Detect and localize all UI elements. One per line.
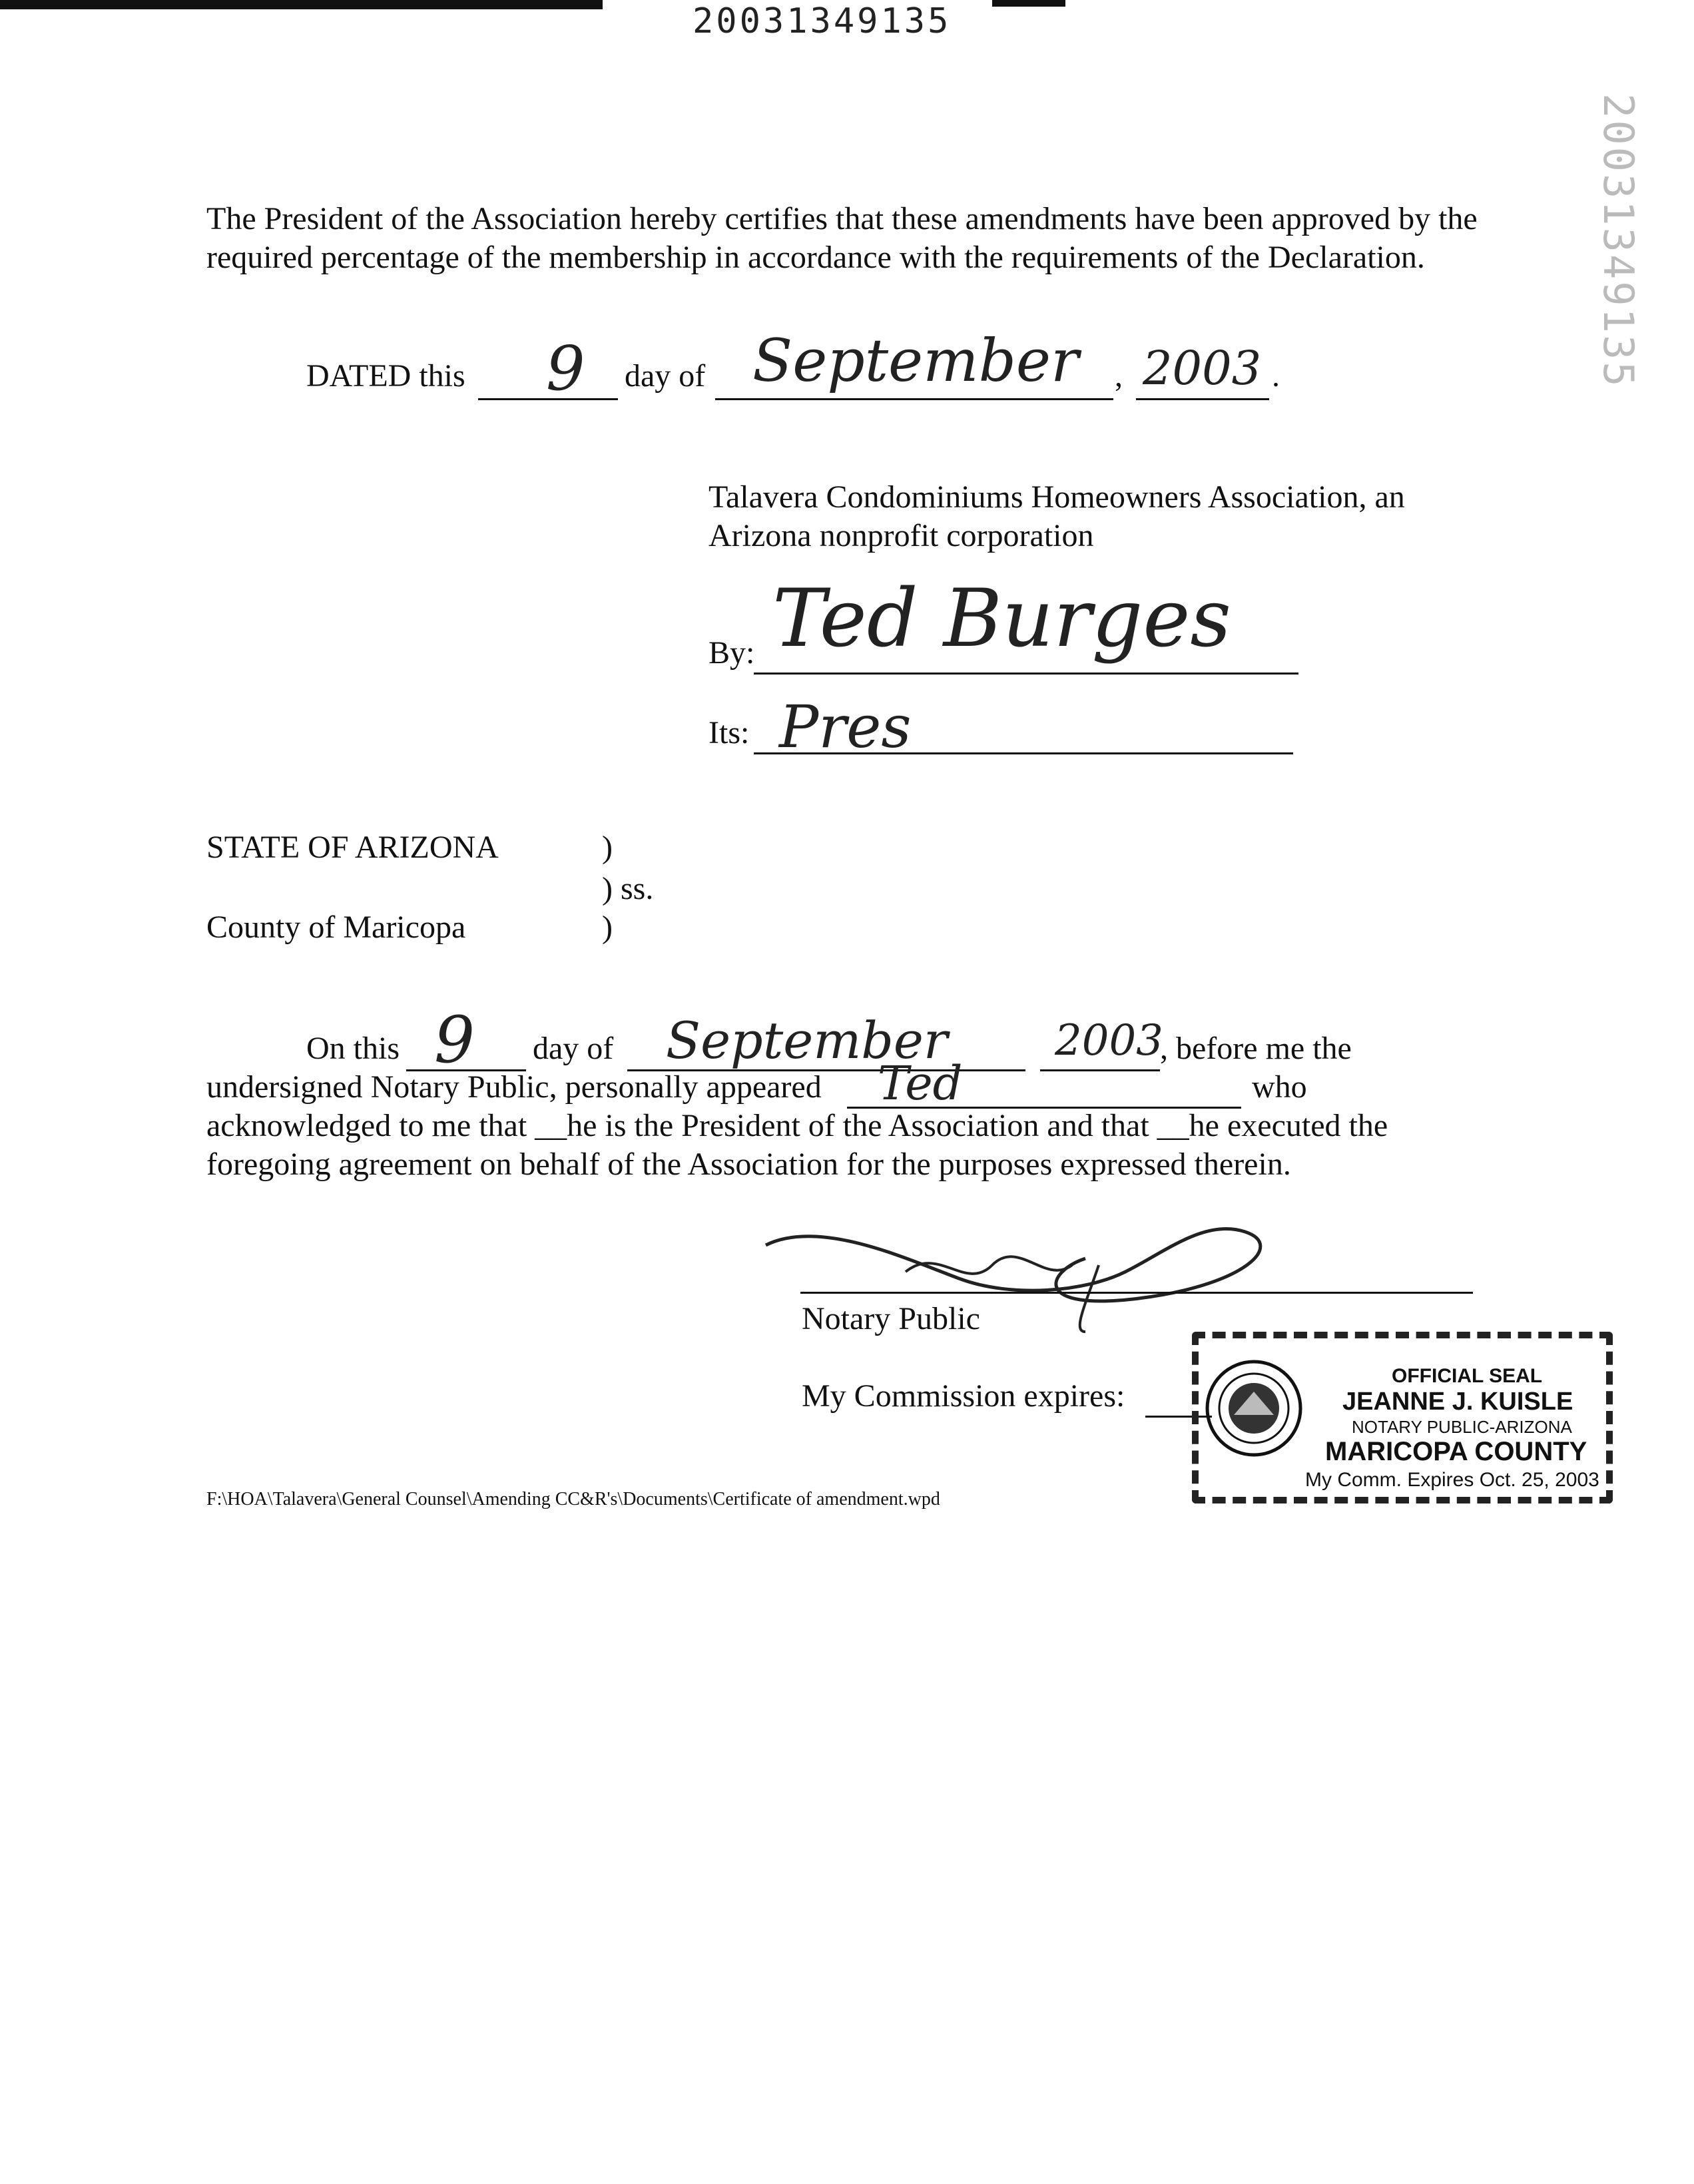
scan-top-mark bbox=[992, 0, 1065, 7]
ack-year-handwritten: 2003 bbox=[1055, 1016, 1163, 1065]
notary-signature-line bbox=[800, 1292, 1473, 1294]
ack-line2: undersigned Notary Public, personally appeared bbox=[206, 1069, 822, 1105]
president-signature: Ted Burges bbox=[772, 573, 1231, 665]
ack-line3: acknowledged to me that __he is the President of the Association and that __he executed the bbox=[206, 1108, 1388, 1143]
its-label: Its: bbox=[708, 715, 750, 750]
ack-day-of: day of bbox=[533, 1031, 614, 1066]
seal-title: OFFICIAL SEAL bbox=[1392, 1365, 1543, 1387]
dated-month-handwritten: September bbox=[752, 326, 1079, 395]
ack-before-me: , before me the bbox=[1160, 1031, 1352, 1066]
footer-file-path: F:\HOA\Talavera\General Counsel\Amending CC&R's\Documents\Certificate of amendment.wpd bbox=[206, 1489, 940, 1509]
notary-public-label: Notary Public bbox=[802, 1301, 980, 1336]
corporation-line2: Arizona nonprofit corporation bbox=[708, 518, 1094, 553]
ack-who: who bbox=[1252, 1069, 1307, 1105]
side-stamp-number bbox=[1594, 93, 1648, 389]
dated-label: DATED this bbox=[306, 358, 465, 394]
scan-top-bar bbox=[0, 0, 603, 9]
venue-ss: ) ss. bbox=[602, 871, 654, 906]
dated-year-handwritten: 2003 bbox=[1143, 341, 1262, 396]
ack-month-handwritten: September bbox=[666, 1011, 948, 1070]
certification-paragraph: The President of the Association hereby certifies that these amendments have been approved by the required percentage of the membership in accordance with the requirements of the Declaration. bbox=[206, 201, 1478, 275]
its-value-handwritten: Pres bbox=[779, 692, 912, 761]
seal-role: NOTARY PUBLIC-ARIZONA bbox=[1352, 1417, 1572, 1437]
venue-paren-top: ) bbox=[602, 830, 613, 865]
official-seal-stamp bbox=[1192, 1332, 1618, 1511]
corporation-line1: Talavera Condominiums Homeowners Association, an bbox=[708, 479, 1405, 515]
dated-period: . bbox=[1272, 358, 1280, 394]
ack-day-handwritten: 9 bbox=[434, 1003, 475, 1077]
ack-on-this: On this bbox=[306, 1031, 400, 1066]
dated-day-of-label: day of bbox=[625, 358, 706, 394]
ack-name-handwritten: Ted bbox=[878, 1056, 963, 1111]
by-signature-line bbox=[754, 673, 1298, 675]
side-stamp-text: 20031349135 bbox=[1594, 93, 1643, 389]
document-number: 20031349135 bbox=[693, 1, 952, 41]
seal-county: MARICOPA COUNTY bbox=[1325, 1437, 1587, 1466]
seal-expiration: My Comm. Expires Oct. 25, 2003 bbox=[1305, 1469, 1599, 1491]
state-seal-emblem bbox=[1204, 1358, 1304, 1458]
seal-notary-name: JEANNE J. KUISLE bbox=[1342, 1388, 1573, 1416]
by-label: By: bbox=[708, 635, 755, 671]
commission-expires-label: My Commission expires: bbox=[802, 1378, 1125, 1414]
venue-paren-bottom: ) bbox=[602, 910, 613, 945]
ack-year-line bbox=[1040, 1069, 1160, 1071]
county-label: County of Maricopa bbox=[206, 910, 466, 945]
dated-comma: , bbox=[1115, 358, 1123, 394]
dated-month-line bbox=[715, 398, 1113, 400]
state-label: STATE OF ARIZONA bbox=[206, 830, 499, 865]
dated-year-line bbox=[1136, 398, 1269, 400]
ack-line4: foregoing agreement on behalf of the Association for the purposes expressed therein. bbox=[206, 1147, 1291, 1182]
dated-day-handwritten: 9 bbox=[546, 333, 585, 404]
